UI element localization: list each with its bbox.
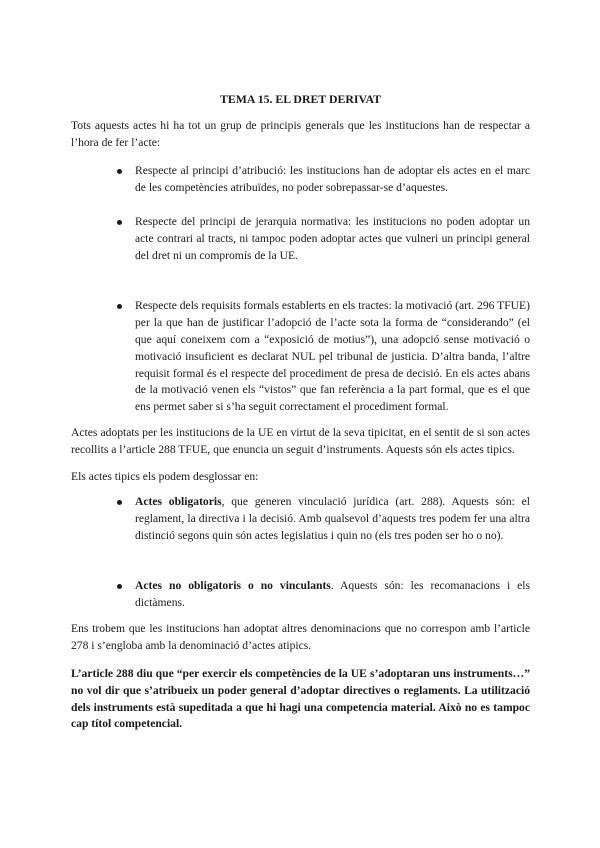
list-item [135, 163, 530, 197]
principle-text: Respecte dels requisits formals establerts en els tractes: la motivació (art. 296 TFUE) per la que han de justificar l’adopció de l’acte sota la forma de “considerando” (el que aquí coneixem com a “exposició de motius”), una adopció sense motivació o motivació insuficient es declarat NUL pel tribunal de justicia. D’altra banda, l’altre requisit formal és el respecte del procediment de presa de decisió. En els actes abans de la motivació venen els “vistos” que fan referència a la part formal, que es el que ens permet saber si s’ha seguit correctament el procediment formal. [135, 299, 530, 414]
list-item [135, 494, 530, 544]
bullet-icon [117, 304, 122, 309]
conclusion-paragraph: L’article 288 diu que “per exercir els competències de la UE s’adoptaran uns instruments…” no vol dir que s’atribueix un poder general d’adoptar directives o reglaments. La utilització dels instruments està supeditada a que hi hagi una competencia material. Això no es tampoc cap títol competencial. [71, 666, 530, 731]
list-item [135, 214, 530, 264]
adopted-acts-paragraph: Actes adoptats per les institucions de la UE en virtut de la seva tipicitat, en el sentit de si son actes recollits a l’article 288 TFUE, que enuncia un seguit d’instruments. Aquests són els actes tipics. [71, 425, 530, 456]
typical-acts-intro: Els actes tipics els podem desglossar en: [71, 469, 259, 483]
atypical-acts-paragraph: Ens trobem que les institucions han adoptat altres denominacions que no correspon amb l’article 278 i s’engloba amb la denominació d’actes atipics. [71, 622, 530, 653]
bullet-icon [117, 220, 122, 225]
act-description: . Aquests són: les recomanacions i els dictàmens. [135, 578, 531, 609]
act-description: , que generen vinculació jurídica (art. 288). Aquests són: el reglament, la directiva i la decisió. Amb qualsevol d’aquests tres podem fer una altra distinció segons quin són actes legislatius i quin no (els tres poden ser ho o no). [135, 495, 530, 542]
act-term: Actes no obligatoris o no vinculants [135, 578, 331, 592]
intro-paragraph: Tots aquests actes hi ha tot un grup de principis generals que les institucions han de respectar a l’hora de fer l’acte: [71, 118, 530, 149]
principle-text: Respecte al principi d’atribució: les institucions han de adoptar els actes en el marc de les competències atribuïdes, no poder sobrepassar-se d’aquestes. [135, 164, 530, 195]
typical-acts-list [71, 494, 530, 611]
principle-text: Respecte del principi de jerarquia normativa: les institucions no poden adoptar un acte contrari al tracts, ni tampoc poden adoptar actes que vulneri un principi general del dret ni un compromís de la UE. [135, 214, 530, 262]
bullet-icon [117, 584, 122, 589]
principles-list [71, 163, 530, 416]
act-term: Actes obligatoris [135, 495, 222, 509]
bullet-icon [117, 500, 122, 505]
list-item [135, 578, 530, 612]
document-title: TEMA 15. EL DRET DERIVAT [220, 92, 381, 106]
bullet-icon [117, 169, 122, 174]
list-item [135, 298, 530, 416]
